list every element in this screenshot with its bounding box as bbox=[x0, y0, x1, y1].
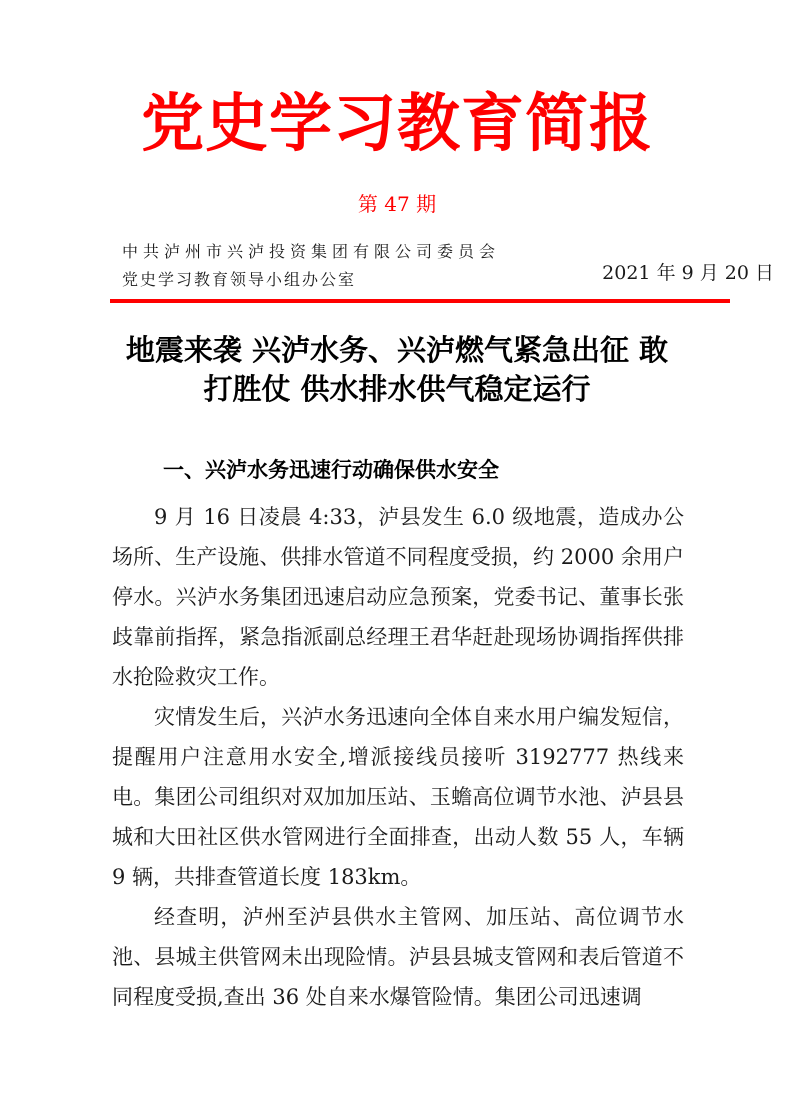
publication-info bbox=[122, 238, 774, 294]
org-committee-line: 中共泸州市兴泸投资集团有限公司委员会 bbox=[122, 242, 501, 261]
section-heading: 一、兴泸水务迅速行动确保供水安全 bbox=[163, 458, 499, 482]
issuing-organization bbox=[122, 238, 500, 294]
headline-line-1: 地震来袭 兴泸水务、兴泸燃气紧急出征 敢 bbox=[125, 333, 669, 367]
paragraph-1: 9 月 16 日凌晨 4:33，泸县发生 6.0 级地震，造成办公场所、生产设施、供排水管道不同程度受损，约 2000 余用户停水。兴泸水务集团迅速启动应急预案，党委书记、董事长张歧靠前指挥，紧急指派副总经理王君华赶赴现场协调指挥供排水抢险救灾工作。 bbox=[112, 505, 684, 689]
article-headline bbox=[87, 331, 707, 409]
bulletin-title: 党史学习教育简报 bbox=[141, 86, 653, 160]
section-paragraphs bbox=[112, 497, 684, 1017]
paragraph-2: 灾情发生后，兴泸水务迅速向全体自来水用户编发短信，提醒用户注意用水安全,增派接线员接听 3192777 热线来电。集团公司组织对双加加压站、玉蟾高位调节水池、泸县县城和大田社区供水管网进行全面排查，出动人数 55 人，车辆 9 辆，共排查管道长度 183km。 bbox=[112, 705, 684, 889]
org-office-line: 党史学习教育领导小组办公室 bbox=[122, 270, 357, 289]
red-divider-rule bbox=[110, 299, 730, 303]
headline-line-2: 打胜仗 供水排水供气稳定运行 bbox=[203, 372, 591, 406]
article-body bbox=[112, 455, 684, 1017]
publish-date: 2021 年 9 月 20 日 bbox=[602, 261, 774, 284]
issue-number: 第 47 期 bbox=[357, 192, 437, 216]
paragraph-3: 经查明，泸州至泸县供水主管网、加压站、高位调节水池、县城主供管网未出现险情。泸县县城支管网和表后管道不同程度受损,查出 36 处自来水爆管险情。集团公司迅速调 bbox=[112, 905, 684, 1009]
